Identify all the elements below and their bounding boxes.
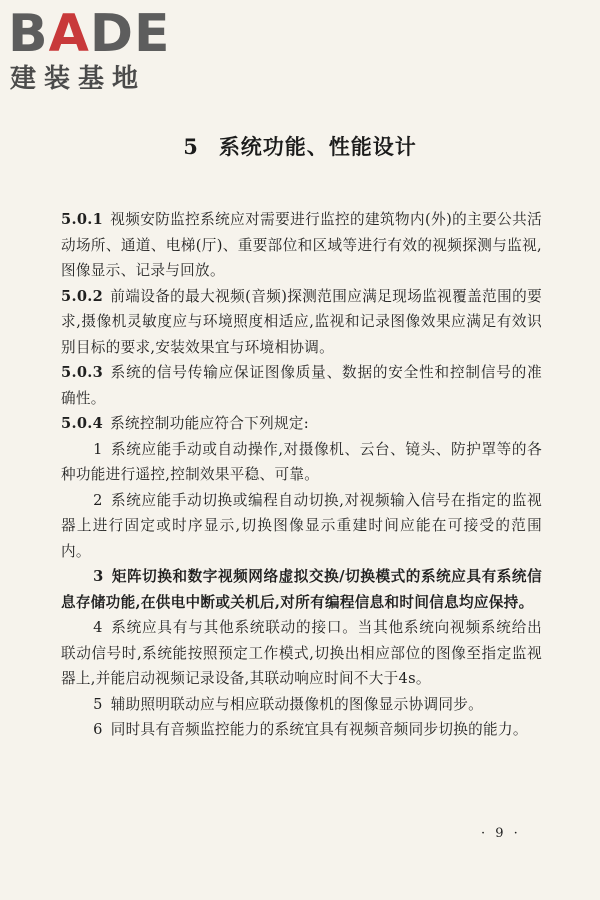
clause-number: 5.0.3 [61,364,104,381]
clause-text: 前端设备的最大视频(音频)探测范围应满足现场监视覆盖范围的要求,摄像机灵敏度应与环境照度相适应,监视和记录图像效果应满足有效识别目标的要求,安装效果宜与环境相协调。 [61,287,542,356]
logo-word-text: BADE [8,4,171,64]
clause-text: 视频安防监控系统应对需要进行监控的建筑物内(外)的主要公共活动场所、通道、电梯(厅)、重要部位和区域等进行有效的视频探测与监视,图像显示、记录与回放。 [61,211,542,279]
item-text: 系统应具有与其他系统联动的接口。当其他系统向视频系统给出联动信号时,系统能按照预定工作模式,切换出相应部位的图像至指定监视器上,并能启动视频记录设备,其联动响应时间不大于4s。 [61,619,542,687]
clause-5-0-3 [61,360,542,411]
page-number: · 9 · [481,826,521,841]
logo-subtitle: 建装基地 [10,64,147,94]
site-watermark-logo [8,6,178,96]
item-text: 同时具有音频监控能力的系统宜具有视频音频同步切换的能力。 [110,721,528,738]
list-item [61,615,542,692]
chapter-title: 系统功能、性能设计 [218,134,417,159]
item-number: 3 [93,568,104,585]
list-item [61,692,542,718]
clause-text: 系统控制功能应符合下列规定: [110,415,309,432]
item-text: 辅助照明联动应与相应联动摄像机的图像显示协调同步。 [110,695,484,713]
clause-number: 5.0.1 [61,211,104,228]
chapter-heading [0,131,600,161]
clause-text: 系统的信号传输应保证图像质量、数据的安全性和控制信号的准确性。 [61,364,542,407]
logo-accent-letter: A [48,4,90,64]
item-number: 4 [93,619,103,636]
item-number: 1 [93,440,103,458]
item-number: 6 [93,721,103,738]
clause-number: 5.0.4 [61,415,104,432]
clause-5-0-4 [61,411,542,437]
page-body [61,207,542,743]
item-text: 系统应能手动或自动操作,对摄像机、云台、镜头、防护罩等的各种功能进行遥控,控制效果平稳、可靠。 [61,440,542,483]
clause-5-0-1 [61,207,542,284]
item-text: 系统应能手动切换或编程自动切换,对视频输入信号在指定的监视器上进行固定或时序显示,切换图像显示重建时间应能在可接受的范围内。 [61,491,542,560]
list-item [61,564,542,615]
item-number: 5 [93,695,103,713]
list-item [61,437,542,488]
clause-number: 5.0.2 [61,287,104,305]
list-item [61,488,542,565]
item-text: 矩阵切换和数字视频网络虚拟交换/切换模式的系统应具有系统信息存储功能,在供电中断或关机后,对所有编程信息和时间信息均应保持。 [61,568,542,611]
clause-5-0-2 [61,284,542,361]
list-item [61,717,542,743]
item-number: 2 [93,491,103,509]
logo-wordmark [8,6,171,62]
chapter-number: 5 [183,134,199,159]
